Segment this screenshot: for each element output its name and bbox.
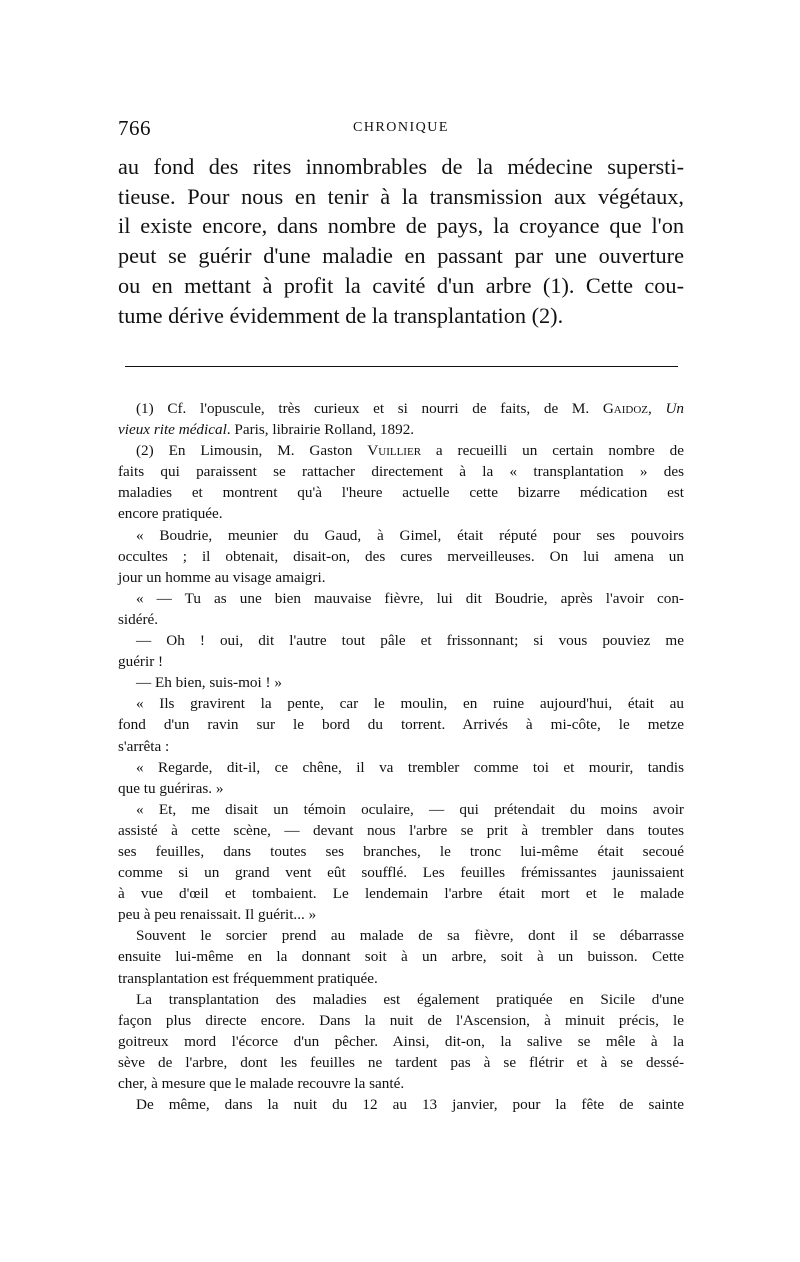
footnote-line: « Regarde, dit-il, ce chêne, il va trembler comme toi et mourir, tandis <box>136 758 684 776</box>
footnote-line: — Eh bien, suis-moi ! » <box>136 674 282 692</box>
author-name: Vuillier <box>367 442 422 460</box>
footnote-line: occultes ; il obtenait, disait-on, des cures merveilleuses. On lui amena un <box>118 547 684 565</box>
footnote-line: fond d'un ravin sur le bord du torrent. Arrivés à mi-côte, le metze <box>118 716 684 734</box>
footnote-line: façon plus directe encore. Dans la nuit de l'Ascension, à minuit précis, le <box>118 1011 684 1029</box>
footnote-line: maladies et montrent qu'à l'heure actuelle cette bizarre médication est <box>118 484 684 502</box>
footnote-line: que tu guériras. » <box>118 779 224 797</box>
author-name: Gaidoz <box>602 400 648 417</box>
footnote-line: ses feuilles, dans toutes ses branches, le tronc lui-même était secoué <box>118 842 684 860</box>
footnote-line: ensuite lui-même en la donnant soit à un arbre, soit à un buisson. Cette <box>118 948 684 966</box>
body-line: peut se guérir d'une maladie en passant par une ouverture <box>118 243 684 269</box>
footnote-line: faits qui paraissent se rattacher directement à la « transplantation » des <box>118 463 684 481</box>
footnote-line: assisté à cette scène, — devant nous l'arbre se prit à trembler dans toutes <box>118 821 684 839</box>
body-line: tieuse. Pour nous en tenir à la transmission aux végétaux, <box>118 183 684 209</box>
footnote-2-line: (2) En Limousin, M. Gaston Vuillier a recueilli un certain nombre de <box>136 442 684 460</box>
footnotes <box>118 398 684 1115</box>
footnote-line: cher, à mesure que le malade recouvre la santé. <box>118 1075 405 1092</box>
body-line: ou en mettant à profit la cavité d'un arbre (1). Cette cou- <box>118 272 684 298</box>
running-title: CHRONIQUE <box>353 120 449 135</box>
body-line: au fond des rites innombrables de la médecine supersti- <box>118 154 684 179</box>
footnote-line: à vue d'œil et tombaient. Le lendemain l'arbre était mort et le malade <box>118 885 684 903</box>
page-header <box>118 116 684 146</box>
footnote-line: transplantation est fréquemment pratiquée. <box>118 969 378 987</box>
footnote-line: « Ils gravirent la pente, car le moulin, en ruine aujourd'hui, était au <box>136 695 684 713</box>
body-line: il existe encore, dans nombre de pays, la croyance que l'on <box>118 213 684 239</box>
footnote-line: jour un homme au visage amaigri. <box>118 568 326 586</box>
footnote-separator-rule <box>125 366 678 367</box>
footnote-line: comme si un grand vent eût soufflé. Les feuilles frémissantes jaunissaient <box>118 864 684 882</box>
footnote-line: De même, dans la nuit du 12 au 13 janvier, pour la fête de sainte <box>136 1096 684 1114</box>
footnote-line: encore pratiquée. <box>118 505 223 523</box>
footnote-line: sidéré. <box>118 610 159 628</box>
page-number: 766 <box>118 116 151 140</box>
footnote-1-line: (1) Cf. l'opuscule, très curieux et si nourri de faits, de M. Gaidoz, Un <box>136 400 685 417</box>
footnote-line: s'arrêta : <box>118 737 170 755</box>
footnote-line: « Boudrie, meunier du Gaud, à Gimel, était réputé pour ses pouvoirs <box>136 526 684 544</box>
footnote-line: « Et, me disait un témoin oculaire, — qui prétendait du moins avoir <box>136 800 684 818</box>
footnote-line: peu à peu renaissait. Il guérit... » <box>118 906 317 924</box>
footnote-line: La transplantation des maladies est également pratiquée en Sicile d'une <box>136 990 684 1008</box>
footnote-1-line: vieux rite médical. Paris, librairie Rolland, 1892. <box>118 421 415 439</box>
footnote-line: — Oh ! oui, dit l'autre tout pâle et frissonnant; si vous pouviez me <box>136 632 684 650</box>
main-paragraph <box>118 152 684 330</box>
footnote-line: goitreux mord l'écorce d'un pêcher. Ainsi, dit-on, la salive se mêle à la <box>118 1032 684 1050</box>
footnote-line: guérir ! <box>118 653 164 671</box>
footnote-line: sève de l'arbre, dont les feuilles ne tardent pas à se flétrir et à se dessé- <box>118 1053 684 1071</box>
footnote-line: Souvent le sorcier prend au malade de sa fièvre, dont il se débarrasse <box>136 927 684 945</box>
footnote-line: « — Tu as une bien mauvaise fièvre, lui dit Boudrie, après l'avoir con- <box>136 589 684 607</box>
body-line: tume dérive évidemment de la transplantation (2). <box>118 302 564 328</box>
